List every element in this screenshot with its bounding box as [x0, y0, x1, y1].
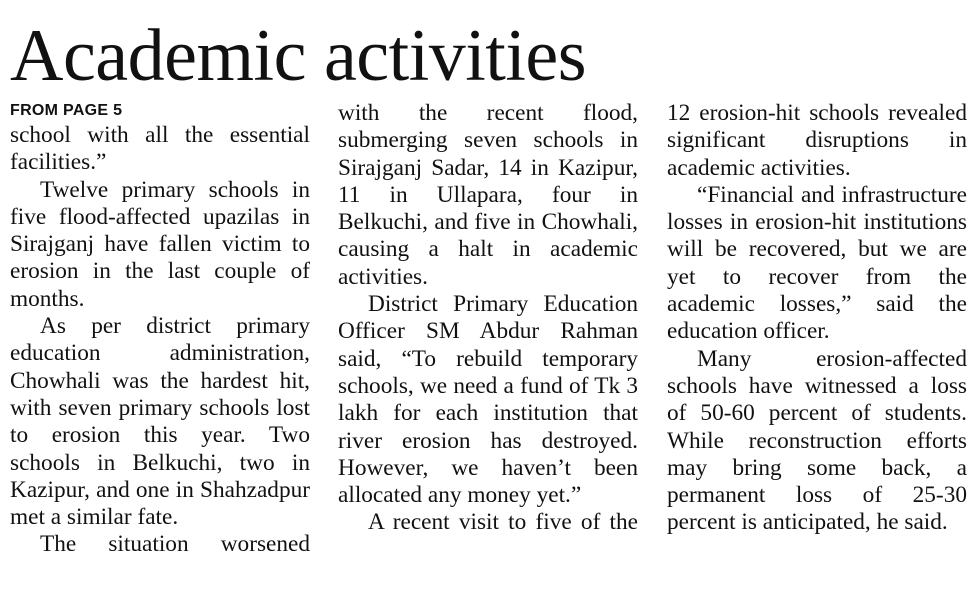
paragraph: The situation worsened [40, 531, 310, 558]
paragraph: school with all the essential facilities.” [10, 122, 310, 176]
paragraph: A recent visit to five of the [368, 509, 638, 536]
text-column-3 [667, 100, 967, 537]
article-headline: Academic activities [10, 15, 587, 97]
paragraph: District Primary Education Officer SM Abdur Rahman said, “To rebuild temporary schools, we need a fund of Tk 3 lakh for each institution that river erosion has destroyed. However, we haven’t been allocated any money yet.” [338, 291, 638, 509]
text-column-2 [338, 100, 638, 537]
paragraph: Many erosion-affected schools have witnessed a loss of 50-60 percent of students. While reconstruction efforts may bring some back, a permanent loss of 25-30 percent is anticipated, he said. [667, 345, 967, 536]
article-body [0, 100, 977, 606]
paragraph: Twelve primary schools in five flood-affected upazilas in Sirajganj have fallen victim to erosion in the last couple of months. [10, 176, 310, 312]
continuation-kicker: FROM PAGE 5 [10, 102, 123, 119]
paragraph: “Financial and infrastructure losses in erosion-hit institutions will be recovered, but we are yet to recover from the academic losses,” said the education officer. [667, 181, 967, 345]
paragraph: with the recent flood, submerging seven schools in Sirajganj Sadar, 14 in Kazipur, 11 in Ullapara, four in Belkuchi, and five in Chowhali, causing a halt in academic activities. [338, 100, 638, 290]
paragraph: As per district primary education administration, Chowhali was the hardest hit, with seven primary schools lost to erosion this year. Two schools in Belkuchi, two in Kazipur, and one in Shahzadpur met a similar fate. [10, 313, 310, 531]
text-column-1 [10, 100, 310, 559]
paragraph: 12 erosion-hit schools revealed significant disruptions in academic activities. [667, 100, 967, 181]
